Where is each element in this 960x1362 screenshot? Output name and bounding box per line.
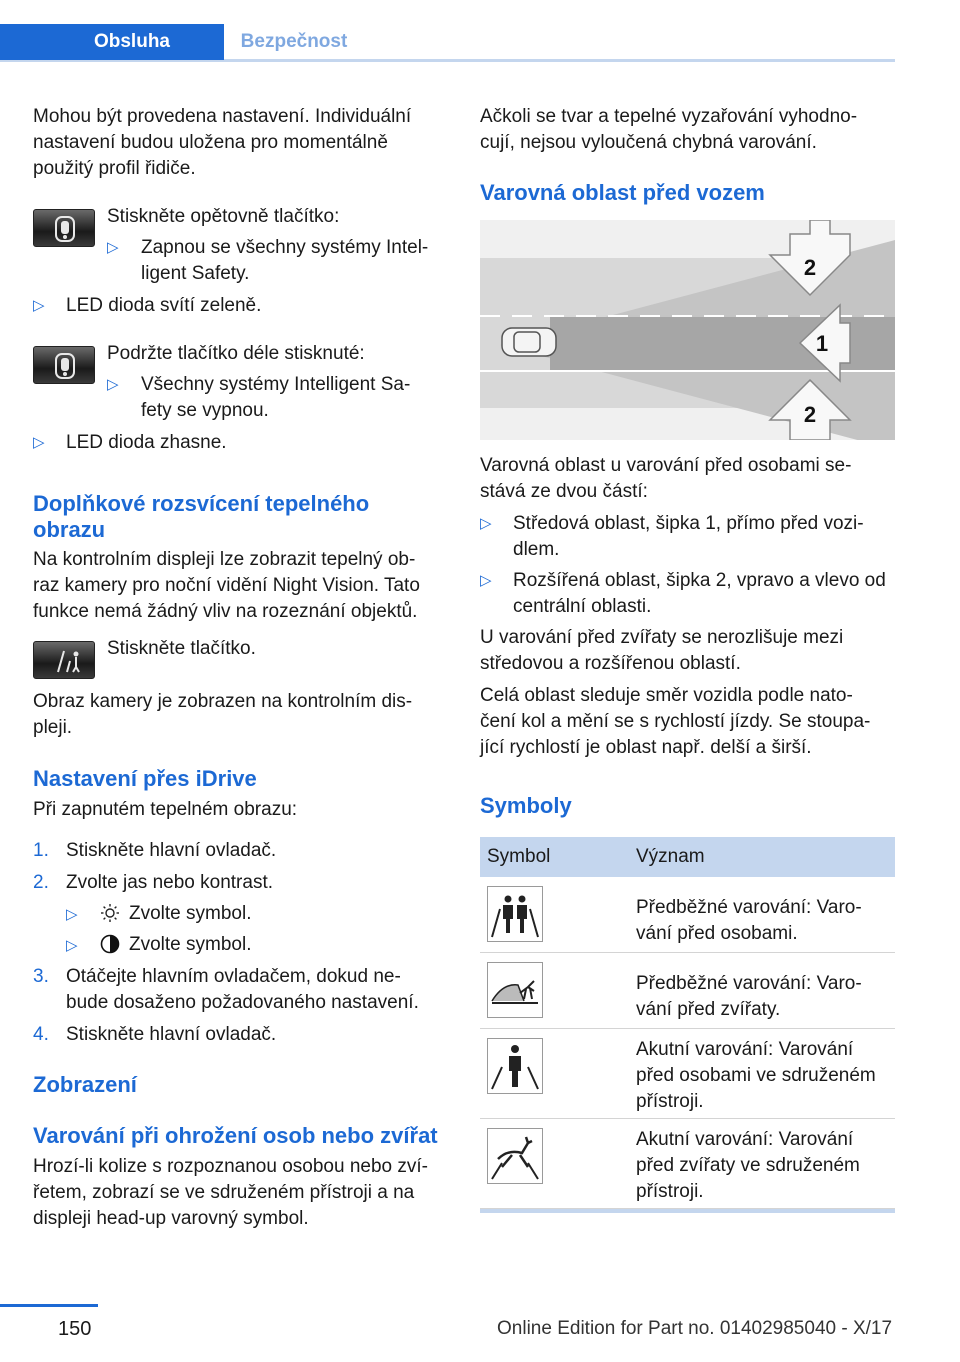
col-meaning: Význam [636,846,705,867]
table-row [480,1029,895,1119]
sub-contrast-text: Zvolte symbol. [129,934,252,955]
thermal-text-3: funkce nemá žádný vliv na rozeznání objektů. [33,601,418,622]
pedestrian-acute-icon [487,1038,543,1094]
press-button-text: Stiskněte tlačítko. [107,638,256,659]
symbols-table [480,837,895,1213]
table-bottom-rule [480,1209,895,1213]
press-again-bullet-2: ligent Safety. [141,263,250,284]
heading-thermal-2: obrazu [33,517,106,542]
animal-warning-icon [487,962,543,1018]
arrow-label-2-top: 2 [803,255,817,280]
step-text-cont: bude dosaženo požadovaného nastavení. [66,992,419,1013]
steering-text-3: jící rychlostí je oblast např. delší a širší. [480,737,812,758]
safety-button-icon [33,346,95,384]
tab-bezpecnost[interactable]: Bezpečnost [240,31,348,52]
brightness-icon [100,903,120,928]
hold-bullet-1: Všechny systémy Intelligent Sa‐ [141,374,411,395]
warning-text-3: displeji head-up varovný symbol. [33,1208,309,1229]
warning-text-2: řetem, zobrazí se ve sdruženém přístroji a na [33,1182,415,1203]
step-text: Otáčejte hlavním ovladačem, dokud ne‐ [66,966,401,987]
meaning-line: před zvířaty ve sdruženém [636,1155,860,1176]
safety-button-icon [33,209,95,247]
camera-text-2: pleji. [33,717,73,738]
step-text: Zvolte jas nebo kontrast. [66,872,273,893]
table-row [480,953,895,1029]
area-text-1: Varovná oblast u varování před osobami se‐ [480,455,852,476]
steering-text-2: čení kol a mění se s rychlostí jízdy. Se stoupa‐ [480,711,871,732]
meaning-line: přístroji. [636,1181,704,1202]
meaning-line: Akutní varování: Varování [636,1039,854,1060]
edition-text: Online Edition for Part no. 01402985040 - X/17 [497,1318,893,1339]
heading-display: Zobrazení [33,1072,137,1097]
steering-text-1: Celá oblast sleduje směr vozidla podle nato‐ [480,685,853,706]
page-number: 150 [58,1318,92,1340]
led-green-text: LED dioda svítí zeleně. [66,295,262,316]
heading-thermal-1: Doplňkové rozsvícení tepelného [33,491,370,516]
thermal-text-2: raz kamery pro noční vidění Night Vision. Tato [33,575,420,596]
led-off-text: LED dioda zhasne. [66,432,227,453]
camera-text-1: Obraz kamery je zobrazen na kontrolním dis‐ [33,691,413,712]
arrow-label-1: 1 [815,331,829,356]
bullet-triangle-icon: ▷ [107,239,119,256]
table-row [480,877,895,953]
heading-warning-area: Varovná oblast před vozem [480,180,765,205]
bullet-triangle-icon: ▷ [66,906,78,923]
meaning-line: Předběžné varování: Varo‐ [636,897,862,918]
bullet-triangle-icon: ▷ [33,297,45,314]
bullet-triangle-icon: ▷ [66,937,78,954]
right-intro-1: Ačkoli se tvar a tepelné vyzařování vyhodno‐ [480,106,858,127]
heading-symbols: Symboly [480,793,572,818]
sub-sun-text: Zvolte symbol. [129,903,252,924]
header-tabs [0,24,895,62]
meaning-line: před osobami ve sdruženém [636,1065,876,1086]
table-row [480,1119,895,1209]
bullet-triangle-icon: ▷ [480,515,492,532]
area-bullet-1a: Středová oblast, šipka 1, přímo před vozi‐ [513,513,864,534]
col-symbol: Symbol [487,846,551,867]
table-header [480,837,895,877]
animals-text-1: U varování před zvířaty se nerozlišuje mezi [480,627,844,648]
meaning-line: Akutní varování: Varování [636,1129,854,1150]
area-bullet-2a: Rozšířená oblast, šipka 2, vpravo a vlevo od [513,570,886,591]
meaning-line: vání před osobami. [636,923,798,944]
area-text-2: stává ze dvou částí: [480,481,648,502]
step-number: 2. [33,872,49,893]
bullet-triangle-icon: ▷ [480,572,492,589]
thermal-text-1: Na kontrolním displeji lze zobrazit tepelný ob‐ [33,549,416,570]
arrow-label-2-bottom: 2 [803,402,817,427]
right-intro-2: cují, nejsou vyloučená chybná varování. [480,132,817,153]
hold-bullet-2: fety se vypnou. [141,400,269,421]
area-bullet-2b: centrální oblasti. [513,596,652,617]
heading-warning: Varování při ohrožení osob nebo zvířat [33,1123,438,1148]
intro-line-3: použitý profil řidiče. [33,158,196,179]
intro-line-2: nastavení budou uložena pro momentálně [33,132,388,153]
idrive-intro: Při zapnutém tepelném obrazu: [33,799,298,820]
press-again-text: Stiskněte opětovně tlačítko: [107,206,340,227]
pedestrians-warning-icon [487,886,543,942]
meaning-line: vání před zvířaty. [636,999,781,1020]
contrast-icon [100,934,120,959]
press-again-bullet-1: Zapnou se všechny systémy Intel‐ [141,237,429,258]
warning-text-1: Hrozí-li kolize s rozpoznanou osobou nebo zví‐ [33,1156,428,1177]
area-bullet-1b: dlem. [513,539,560,560]
step-text: Stiskněte hlavní ovladač. [66,840,277,861]
meaning-line: přístroji. [636,1091,704,1112]
deer-acute-icon [487,1128,543,1184]
bullet-triangle-icon: ▷ [33,434,45,451]
intro-line-1: Mohou být provedena nastavení. Individuální [33,106,412,127]
warning-area-illustration [480,220,895,440]
bullet-triangle-icon: ▷ [107,376,119,393]
meaning-line: Předběžné varování: Varo‐ [636,973,862,994]
step-text: Stiskněte hlavní ovladač. [66,1024,277,1045]
heading-idrive: Nastavení přes iDrive [33,766,257,791]
night-vision-button-icon [33,641,95,679]
tab-obsluha[interactable]: Obsluha [0,24,224,60]
hold-text: Podržte tlačítko déle stisknuté: [107,343,365,364]
animals-text-2: středovou a rozšířenou oblastí. [480,653,741,674]
footer-rule [0,1304,98,1307]
step-number: 1. [33,840,49,861]
step-number: 4. [33,1024,49,1045]
step-number: 3. [33,966,49,987]
